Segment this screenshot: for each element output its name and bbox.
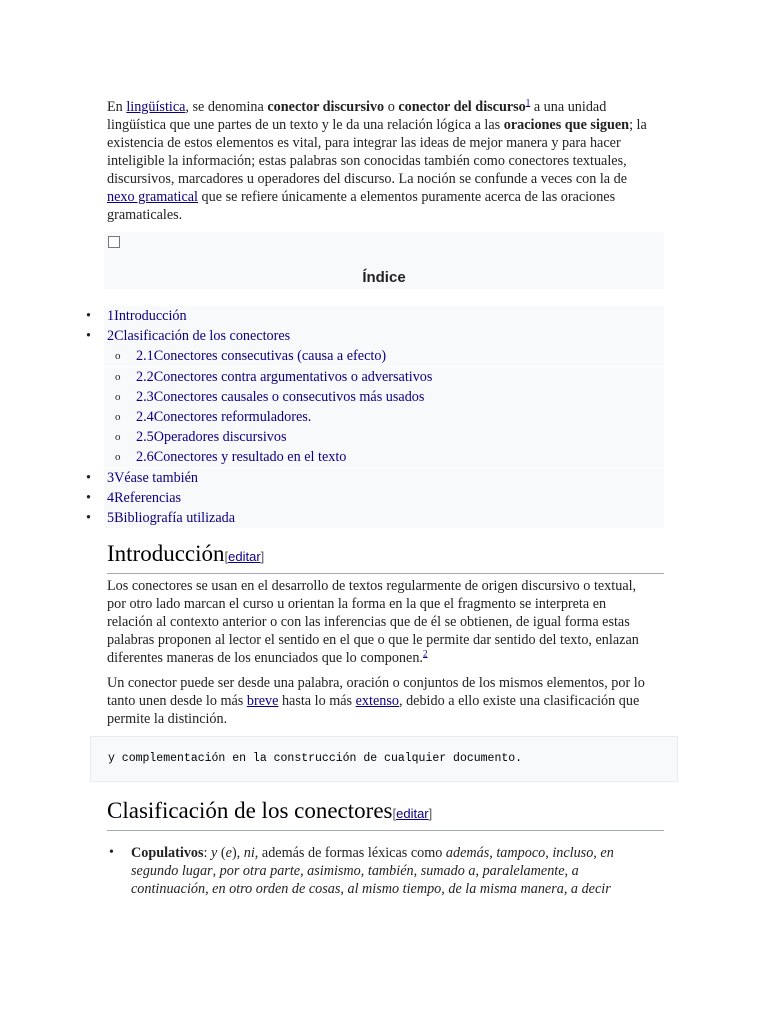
toc-item-background bbox=[104, 306, 664, 326]
toc-bullet: • bbox=[86, 328, 91, 345]
toc-item[interactable] bbox=[0, 367, 664, 387]
toc-bullet: • bbox=[86, 469, 91, 486]
toc-link[interactable]: 2.4Conectores reformuladores. bbox=[136, 408, 312, 425]
term-conector-discursivo: conector discursivo bbox=[267, 99, 385, 115]
copulativos-item: Copulativos: y (e), ni, además de formas léxicas como además, tampoco, incluso, en segundo lugar, por otra parte, asimismo, también, sumado a, paralelamente, a continuación, en otro orden de cosas, al mismo tiempo, de la misma manera, a decir bbox=[131, 845, 614, 897]
toc-title: Índice bbox=[362, 269, 406, 286]
toc-toggle-checkbox[interactable] bbox=[108, 236, 120, 248]
toc-bullet: o bbox=[115, 370, 121, 383]
link-nexo-gramatical[interactable]: nexo gramatical bbox=[107, 189, 198, 205]
toc-item[interactable] bbox=[0, 387, 664, 407]
toc-link[interactable]: 5Bibliografía utilizada bbox=[107, 509, 236, 526]
introduccion-paragraph-2: Un conector puede ser desde una palabra, oración o conjuntos de los mismos elementos, por lo tanto unen desde lo más breve hasta lo más extenso, debido a ello existe una clasificación que permite la distinción. bbox=[107, 675, 645, 727]
toc-item[interactable] bbox=[0, 306, 664, 326]
edit-link-wrapper: [editar] bbox=[392, 806, 433, 821]
toc-link[interactable]: 4Referencias bbox=[107, 489, 182, 506]
code-block: y complementación en la construcción de cualquier documento. bbox=[90, 736, 678, 782]
toc-link[interactable]: 2.6Conectores y resultado en el texto bbox=[136, 449, 347, 466]
toc-item-background bbox=[104, 488, 664, 508]
toc-bullet: o bbox=[115, 451, 121, 464]
toc-link[interactable]: 2.3Conectores causales o consecutivos más usados bbox=[136, 388, 425, 405]
toc-link[interactable]: 2.1Conectores consecutivas (causa a efecto) bbox=[136, 348, 387, 365]
term-copulativos: Copulativos bbox=[131, 845, 204, 861]
toc-link[interactable]: 1Introducción bbox=[107, 308, 187, 324]
term-conector-del-discurso: conector del discurso bbox=[398, 99, 526, 115]
toc-bullet: • bbox=[86, 489, 91, 506]
introduccion-paragraph-1: Los conectores se usan en el desarrollo de textos regularmente de origen discursivo o textual, por otro lado marcan el curso u orientan la forma en la que el fragmento se interpreta en relación al contexto anterior o con las inferencias que de él se obtienen, de igual forma estas palabras proponen al lector el sentido en el que o que le permite dar sentido del texto, enlazan diferentes maneras de los enunciados que lo componen.$^2$ bbox=[107, 578, 639, 666]
toc-item[interactable] bbox=[0, 468, 664, 488]
section-heading-introduccion: Introducción[editar] bbox=[107, 540, 664, 574]
toc-item[interactable] bbox=[0, 326, 664, 346]
toc-item[interactable] bbox=[0, 488, 664, 508]
reference-1[interactable]: 1 bbox=[525, 97, 531, 108]
toc-bullet: • bbox=[86, 308, 91, 324]
toc-item[interactable] bbox=[0, 508, 664, 528]
toc-header bbox=[104, 232, 664, 289]
list-bullet: • bbox=[109, 845, 114, 860]
edit-link-wrapper: [editar] bbox=[224, 549, 265, 564]
toc-bullet: • bbox=[86, 509, 91, 526]
toc-link[interactable]: 2.2Conectores contra argumentativos o adversativos bbox=[136, 368, 433, 385]
toc-link[interactable]: 2.5Operadores discursivos bbox=[136, 429, 287, 446]
reference-2[interactable]: 2 bbox=[422, 648, 428, 659]
term-oraciones-que-siguen: oraciones que siguen bbox=[503, 117, 630, 133]
toc-item[interactable] bbox=[0, 447, 664, 467]
toc-link[interactable]: 2Clasificación de los conectores bbox=[107, 328, 291, 345]
toc-item[interactable] bbox=[0, 346, 664, 366]
toc-item[interactable] bbox=[0, 407, 664, 427]
toc-bullet: o bbox=[115, 390, 121, 403]
toc-bullet: o bbox=[115, 410, 121, 423]
intro-paragraph: En lingüística, se denomina conector discursivo o conector del discurso$^1$ a una unidad lingüística que une partes de un texto y le da una relación lógica a las oraciones que siguen; la existencia de estos elementos es vital, para integrar las ideas de mejor manera y para hacer inteligible la información; estas palabras son conocidas también como conectores textuales, discursivos, marcadores u operadores del discurso. La noción se confunde a veces con la de nexo gramatical que se refiere únicamente a elementos puramente acerca de las oraciones gramaticales. bbox=[107, 97, 647, 223]
toc-bullet: o bbox=[115, 350, 121, 363]
section-heading-clasificacion: Clasificación de los conectores[editar] bbox=[107, 797, 664, 831]
toc-item[interactable] bbox=[0, 427, 664, 447]
link-linguistica[interactable]: lingüística bbox=[126, 99, 186, 115]
toc-link[interactable]: 3Véase también bbox=[107, 469, 198, 486]
link-extenso[interactable]: extenso bbox=[355, 693, 399, 709]
toc-bullet: o bbox=[115, 431, 121, 444]
link-breve[interactable]: breve bbox=[246, 693, 279, 709]
table-of-contents bbox=[0, 306, 664, 528]
edit-link-clasificacion[interactable]: editar bbox=[396, 806, 429, 821]
edit-link-introduccion[interactable]: editar bbox=[228, 549, 261, 564]
